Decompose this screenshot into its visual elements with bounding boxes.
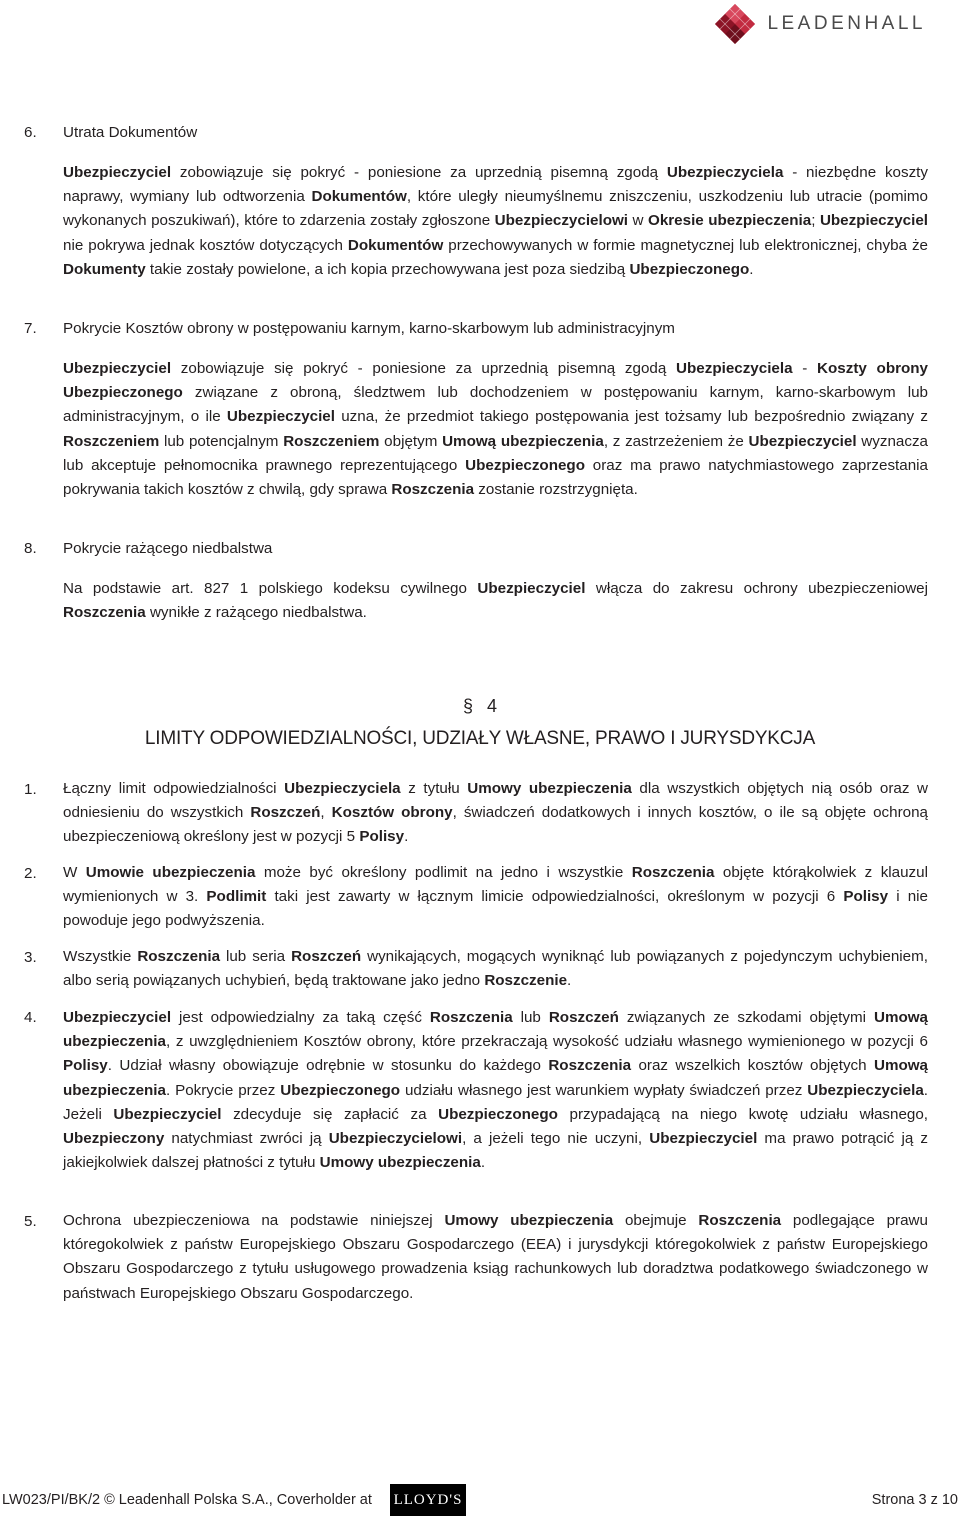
item-heading: Utrata Dokumentów <box>63 124 198 141</box>
defined-term: Ubezpieczyciel <box>748 432 857 450</box>
item-paragraph: Ubezpieczyciel zobowiązuje się pokryć - poniesione za uprzednią pisemną zgodą Ubezpieczyciela - Koszty obrony Ubezpieczonego związane z obroną, śledztwem lub dochodzeniem w postępowaniu karnym, karno-skarbowym lub administracyjnym, o ile Ubezpieczyciel uzna, że przedmiot takiego postępowania jest tożsamy lub bezpośrednio związany z Roszczeniem lub potencjalnym Roszczeniem objętym Umową ubezpieczenia, z zastrzeżeniem że Ubezpieczyciel wyznacza lub akceptuje pełnomocnika prawnego reprezentującego Ubezpieczonego oraz ma prawo natychmiastowego zaprzestania pokrywania takich kosztów z chwilą, gdy sprawa Roszczenia zostanie rozstrzygnięta. <box>63 360 929 499</box>
clause-number: 1. <box>24 781 37 798</box>
defined-term: Ubezpieczyciela <box>666 164 784 181</box>
defined-term: Ubezpieczonego <box>438 1105 558 1123</box>
defined-term: Dokumentów <box>311 188 407 206</box>
page-number: Strona 3 z 10 <box>871 1492 958 1508</box>
page-footer <box>2 1484 958 1516</box>
item-heading: Pokrycie rażącego niedbalstwa <box>63 540 273 557</box>
defined-term: Ubezpieczonego <box>465 456 585 474</box>
item-number: 7. <box>24 320 37 337</box>
leadenhall-mark-icon <box>715 4 755 44</box>
defined-term: Polisy <box>63 1057 108 1075</box>
defined-term: Ubezpieczyciela <box>676 360 793 377</box>
footer-copyright: LW023/PI/BK/2 © Leadenhall Polska S.A., Coverholder at <box>2 1492 372 1508</box>
defined-term: Roszczenia <box>698 1212 782 1229</box>
defined-term: Okresie ubezpieczenia <box>648 212 812 230</box>
defined-term: Ubezpieczyciel <box>113 1105 222 1123</box>
defined-term: Ubezpieczyciel <box>477 580 586 597</box>
clause-number: 4. <box>24 1009 37 1026</box>
defined-term: Roszczeń <box>548 1009 619 1026</box>
item-paragraph: Ubezpieczyciel zobowiązuje się pokryć - poniesione za uprzednią pisemną zgodą Ubezpieczyciela - niezbędne koszty naprawy, wymiany lub odtworzenia Dokumentów, które uległy nieumyślnemu zniszczeniu, uszkodzeniu lub utracie (pomimo wykonanych poszukiwań), które to zdarzenia zostały zgłoszone Ubezpieczycielowi w Okresie ubezpieczenia; Ubezpieczyciel nie pokrywa jednak kosztów dotyczących Dokumentów przechowywanych w formie magnetycznej lub elektronicznej, chyba że Dokumenty takie zostały powielone, a ich kopia przechowywana jest poza siedzibą Ubezpieczonego. <box>63 164 929 278</box>
defined-term: Roszczeń <box>291 948 362 965</box>
defined-term: Kosztów obrony <box>331 804 453 822</box>
defined-term: Ubezpieczonego <box>280 1081 401 1099</box>
clause-number: 3. <box>24 949 37 966</box>
defined-term: Umowy ubezpieczenia <box>467 780 632 797</box>
defined-term: Roszczeń <box>250 804 321 822</box>
clause-paragraph: Wszystkie Roszczenia lub seria Roszczeń wynikających, mogących wyniknąć lub powiązanych z pojedynczym uchybieniem, albo serią powiązanych uchybień, będą traktowane jako jedno Roszczenie. <box>63 948 928 990</box>
clause-paragraph: W Umowie ubezpieczenia może być określony podlimit na jedno i wszystkie Roszczenia objęte którąkolwiek z klauzul wymienionych w 3. Podlimit taki jest zawarty w łącznym limicie odpowiedzialności, określonym w pozycji 6 Polisy i nie powoduje jego podwyższenia. <box>63 864 928 930</box>
section-number-value: 4 <box>487 696 498 716</box>
defined-term: Ubezpieczyciela <box>807 1081 924 1099</box>
defined-term: Umowie ubezpieczenia <box>85 864 256 881</box>
defined-term: Ubezpieczyciel <box>226 408 335 426</box>
defined-term: Ubezpieczyciel <box>63 164 172 181</box>
logo-wordmark: LEADENHALL <box>767 13 926 34</box>
defined-term: Roszczenia <box>63 604 146 622</box>
defined-term: Ubezpieczyciel <box>63 360 172 377</box>
defined-term: Ubezpieczyciela <box>284 780 401 797</box>
item-heading: Pokrycie Kosztów obrony w postępowaniu karnym, karno-skarbowym lub administracyjnym <box>63 320 675 337</box>
defined-term: Ubezpieczonego <box>629 260 750 278</box>
defined-term: Podlimit <box>206 888 267 906</box>
clause-number: 2. <box>24 865 37 882</box>
defined-term: Polisy <box>359 828 405 846</box>
item-paragraph: Na podstawie art. 827 1 polskiego kodeksu cywilnego Ubezpieczyciel włącza do zakresu ochrony ubezpieczeniowej Roszczenia wynikłe z rażącego niedbalstwa. <box>63 580 929 622</box>
defined-term: Roszczenie <box>484 972 568 990</box>
defined-term: Ubezpieczony <box>63 1130 165 1148</box>
clause-number: 5. <box>24 1213 37 1230</box>
defined-term: Roszczenia <box>429 1009 513 1026</box>
defined-term: Roszczenia <box>137 948 221 965</box>
leadenhall-logo <box>715 4 926 44</box>
defined-term: Umową ubezpieczenia <box>442 432 604 450</box>
defined-term: Umową ubezpieczenia <box>63 1057 928 1099</box>
defined-term: Dokumenty <box>63 260 146 278</box>
section-title: LIMITY ODPOWIEDZIALNOŚCI, UDZIAŁY WŁASNE, PRAWO I JURYSDYKCJA <box>144 728 816 749</box>
clause-paragraph: Ochrona ubezpieczeniowa na podstawie niniejszej Umowy ubezpieczenia obejmuje Roszczenia podlegające prawu któregokolwiek z państw Europejskiego Obszaru Gospodarczego (EEA) i jurysdykcji któregokolwiek z państw Europejskiego Obszaru Gospodarczego z tytułu usługowego prowadzenia ksiąg rachunkowych lub doradztwa podatkowego świadczonego w państwach Europejskiego Obszaru Gospodarczego. <box>63 1212 928 1302</box>
item-number: 6. <box>24 124 37 141</box>
defined-term: Polisy <box>843 888 889 906</box>
defined-term: Umową ubezpieczenia <box>63 1009 928 1051</box>
item-number: 8. <box>24 540 37 557</box>
defined-term: Roszczeniem <box>283 432 380 450</box>
defined-term: Ubezpieczyciel <box>63 1009 172 1026</box>
defined-term: Umowy ubezpieczenia <box>319 1154 481 1172</box>
defined-term: Roszczenia <box>391 481 475 499</box>
defined-term: Dokumentów <box>347 236 444 254</box>
section-symbol: § <box>462 696 473 716</box>
defined-term: Ubezpieczycielowi <box>494 212 629 230</box>
clause-paragraph: Ubezpieczyciel jest odpowiedzialny za taką część Roszczenia lub Roszczeń związanych ze szkodami objętymi Umową ubezpieczenia, z uwzględnieniem Kosztów obrony, które przekraczają wysokość udziału własnego wymienionego w pozycji 6 Polisy. Udział własny obowiązuje odrębnie w stosunku do każdego Roszczenia oraz wszelkich kosztów objętych Umową ubezpieczenia. Pokrycie przez Ubezpieczonego udziału własnego jest warunkiem wypłaty świadczeń przez Ubezpieczyciela. Jeżeli Ubezpieczyciel zdecyduje się zapłacić za Ubezpieczonego przypadającą na niego kwotę udziału własnego, Ubezpieczony natychmiast zwróci ją Ubezpieczycielowi, a jeżeli tego nie uczyni, Ubezpieczyciel ma prawo potrącić ją z jakiejkolwiek dalszej płatności z tytułu Umowy ubezpieczenia. <box>63 1009 929 1172</box>
defined-term: Koszty obrony Ubezpieczonego <box>63 360 929 402</box>
defined-term: Roszczeniem <box>63 432 160 450</box>
clause-paragraph: Łączny limit odpowiedzialności Ubezpieczyciela z tytułu Umowy ubezpieczenia dla wszystkich objętych nią osób oraz w odniesieniu do wszystkich Roszczeń, Kosztów obrony, świadczeń dodatkowych i innych kosztów, o ile są objęte ochroną ubezpieczeniową określony jest w pozycji 5 Polisy. <box>63 780 928 846</box>
defined-term: Ubezpieczyciel <box>649 1130 758 1148</box>
section-number <box>0 696 960 717</box>
defined-term: Ubezpieczycielowi <box>328 1130 463 1148</box>
defined-term: Umowy ubezpieczenia <box>444 1212 614 1229</box>
lloyds-logo: LLOYD'S <box>390 1484 466 1516</box>
defined-term: Roszczenia <box>631 864 715 881</box>
defined-term: Ubezpieczyciel <box>819 212 928 230</box>
defined-term: Roszczenia <box>548 1057 632 1075</box>
